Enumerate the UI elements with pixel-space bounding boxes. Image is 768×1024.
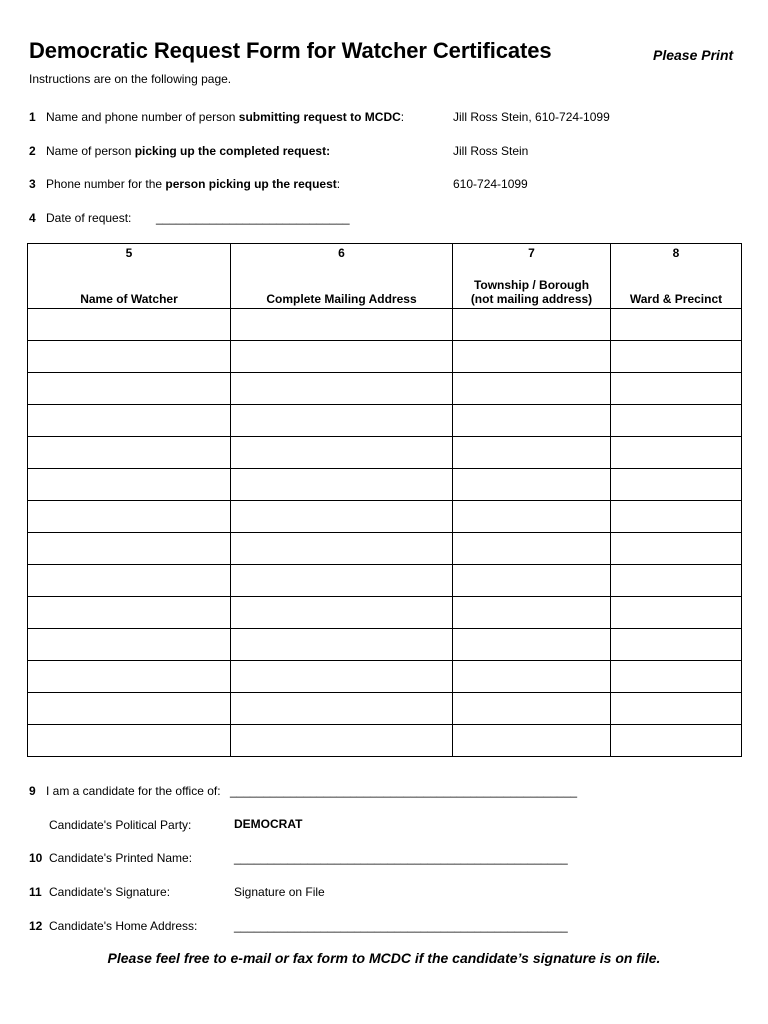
ward-precinct-cell[interactable]	[611, 309, 742, 341]
ward-precinct-cell[interactable]	[611, 725, 742, 757]
form-title: Democratic Request Form for Watcher Certificates	[29, 38, 552, 63]
ward-precinct-cell[interactable]	[611, 501, 742, 533]
item-number: 2	[29, 144, 36, 158]
item-1-answer[interactable]: Jill Ross Stein, 610-724-1099	[453, 110, 610, 124]
column-label: Name of Watcher	[80, 292, 178, 306]
item-11-question	[29, 885, 170, 899]
item-2-answer[interactable]: Jill Ross Stein	[453, 144, 529, 158]
item-number: 1	[29, 110, 36, 124]
township-borough-cell[interactable]	[453, 565, 611, 597]
mailing-address-cell[interactable]	[231, 533, 453, 565]
mailing-address-cell[interactable]	[231, 661, 453, 693]
township-borough-cell[interactable]	[453, 725, 611, 757]
column-number: 8	[672, 246, 680, 260]
township-borough-cell[interactable]	[453, 469, 611, 501]
column-number: 7	[528, 246, 535, 260]
item-number: 10	[29, 851, 43, 865]
item-text: Candidate's Home Address:	[49, 919, 198, 933]
mailing-address-cell[interactable]	[231, 341, 453, 373]
mailing-address-cell[interactable]	[231, 565, 453, 597]
item-number: 9	[29, 784, 36, 798]
item-9-question	[29, 784, 221, 798]
footer-note: Please feel free to e-mail or fax form to MCDC if the candidate’s signature is on file.	[107, 950, 661, 966]
table-row	[28, 309, 742, 341]
watcher-name-cell[interactable]	[28, 725, 231, 757]
ward-precinct-cell[interactable]	[611, 693, 742, 725]
candidate-office-field[interactable]: ____________________________________________________	[230, 784, 578, 798]
township-borough-cell[interactable]	[453, 437, 611, 469]
township-borough-cell[interactable]	[453, 405, 611, 437]
watchers-table	[27, 243, 742, 757]
column-label: Township / Borough (not mailing address)	[470, 278, 593, 306]
item-number: 4	[29, 211, 36, 225]
watcher-name-cell[interactable]	[28, 309, 231, 341]
watchers-table-body	[28, 309, 742, 757]
item-text: :	[400, 110, 405, 124]
ward-precinct-cell[interactable]	[611, 405, 742, 437]
item-text-bold: submitting request to MCDC	[238, 110, 401, 124]
township-borough-cell[interactable]	[453, 693, 611, 725]
watcher-name-cell[interactable]	[28, 405, 231, 437]
item-3-question	[29, 177, 340, 191]
candidate-printed-name-field[interactable]: __________________________________________________	[234, 851, 568, 865]
item-text: Candidate's Printed Name:	[49, 851, 193, 865]
table-row	[28, 661, 742, 693]
item-text-bold: picking up the completed request:	[134, 144, 331, 158]
table-row	[28, 437, 742, 469]
table-row	[28, 725, 742, 757]
item-text: :	[336, 177, 341, 191]
item-2-question	[29, 144, 330, 158]
mailing-address-cell[interactable]	[231, 501, 453, 533]
mailing-address-cell[interactable]	[231, 693, 453, 725]
township-borough-cell[interactable]	[453, 373, 611, 405]
candidate-signature-value[interactable]: Signature on File	[234, 885, 325, 899]
watcher-name-cell[interactable]	[28, 437, 231, 469]
item-text: Name and phone number of person	[46, 110, 239, 124]
column-label: Complete Mailing Address	[266, 292, 417, 306]
item-3-answer[interactable]: 610-724-1099	[453, 177, 528, 191]
ward-precinct-cell[interactable]	[611, 437, 742, 469]
column-header-township-borough	[453, 244, 611, 309]
township-borough-cell[interactable]	[453, 629, 611, 661]
candidate-home-address-field[interactable]: __________________________________________________	[234, 919, 568, 933]
township-borough-cell[interactable]	[453, 597, 611, 629]
item-1-question	[29, 110, 404, 124]
mailing-address-cell[interactable]	[231, 405, 453, 437]
date-of-request-field[interactable]: _____________________________	[156, 211, 350, 225]
table-row	[28, 501, 742, 533]
watcher-name-cell[interactable]	[28, 469, 231, 501]
mailing-address-cell[interactable]	[231, 373, 453, 405]
table-header-row	[28, 244, 742, 309]
item-number: 12	[29, 919, 43, 933]
watcher-name-cell[interactable]	[28, 565, 231, 597]
ward-precinct-cell[interactable]	[611, 373, 742, 405]
ward-precinct-cell[interactable]	[611, 597, 742, 629]
table-row	[28, 629, 742, 661]
column-header-name-of-watcher	[28, 244, 231, 309]
table-row	[28, 597, 742, 629]
table-row	[28, 533, 742, 565]
column-header-mailing-address	[231, 244, 453, 309]
watcher-name-cell[interactable]	[28, 693, 231, 725]
mailing-address-cell[interactable]	[231, 469, 453, 501]
watcher-name-cell[interactable]	[28, 533, 231, 565]
mailing-address-cell[interactable]	[231, 597, 453, 629]
watcher-name-cell[interactable]	[28, 501, 231, 533]
watcher-name-cell[interactable]	[28, 373, 231, 405]
item-4-question	[29, 211, 131, 225]
watcher-name-cell[interactable]	[28, 597, 231, 629]
column-number: 5	[125, 246, 133, 260]
ward-precinct-cell[interactable]	[611, 469, 742, 501]
watcher-name-cell[interactable]	[28, 341, 231, 373]
watcher-name-cell[interactable]	[28, 661, 231, 693]
watcher-name-cell[interactable]	[28, 629, 231, 661]
township-borough-cell[interactable]	[453, 501, 611, 533]
column-header-ward-precinct	[611, 244, 742, 309]
candidate-party-value[interactable]: DEMOCRAT	[234, 817, 303, 831]
table-row	[28, 469, 742, 501]
mailing-address-cell[interactable]	[231, 437, 453, 469]
ward-precinct-cell[interactable]	[611, 629, 742, 661]
candidate-party-label: Candidate's Political Party:	[49, 818, 192, 832]
instructions-note: Instructions are on the following page.	[29, 72, 232, 86]
item-text: Candidate's Signature:	[49, 885, 171, 899]
ward-precinct-cell[interactable]	[611, 565, 742, 597]
mailing-address-cell[interactable]	[231, 725, 453, 757]
table-row	[28, 565, 742, 597]
ward-precinct-cell[interactable]	[611, 341, 742, 373]
item-text: Name of person	[46, 144, 135, 158]
item-12-question	[29, 919, 197, 933]
item-text: I am a candidate for the office of:	[46, 784, 221, 798]
column-label: Ward & Precinct	[629, 292, 723, 306]
item-10-question	[29, 851, 192, 865]
table-row	[28, 405, 742, 437]
column-number: 6	[338, 246, 345, 260]
mailing-address-cell[interactable]	[231, 309, 453, 341]
item-text-bold: person picking up the request	[165, 177, 337, 191]
township-borough-cell[interactable]	[453, 341, 611, 373]
item-number: 3	[29, 177, 36, 191]
mailing-address-cell[interactable]	[231, 629, 453, 661]
item-number: 11	[29, 885, 42, 899]
item-text: Phone number for the	[46, 177, 166, 191]
table-row	[28, 341, 742, 373]
table-row	[28, 693, 742, 725]
please-print-note: Please Print	[653, 47, 734, 63]
township-borough-cell[interactable]	[453, 309, 611, 341]
ward-precinct-cell[interactable]	[611, 661, 742, 693]
ward-precinct-cell[interactable]	[611, 533, 742, 565]
township-borough-cell[interactable]	[453, 533, 611, 565]
table-row	[28, 373, 742, 405]
township-borough-cell[interactable]	[453, 661, 611, 693]
item-text: Date of request:	[46, 211, 132, 225]
